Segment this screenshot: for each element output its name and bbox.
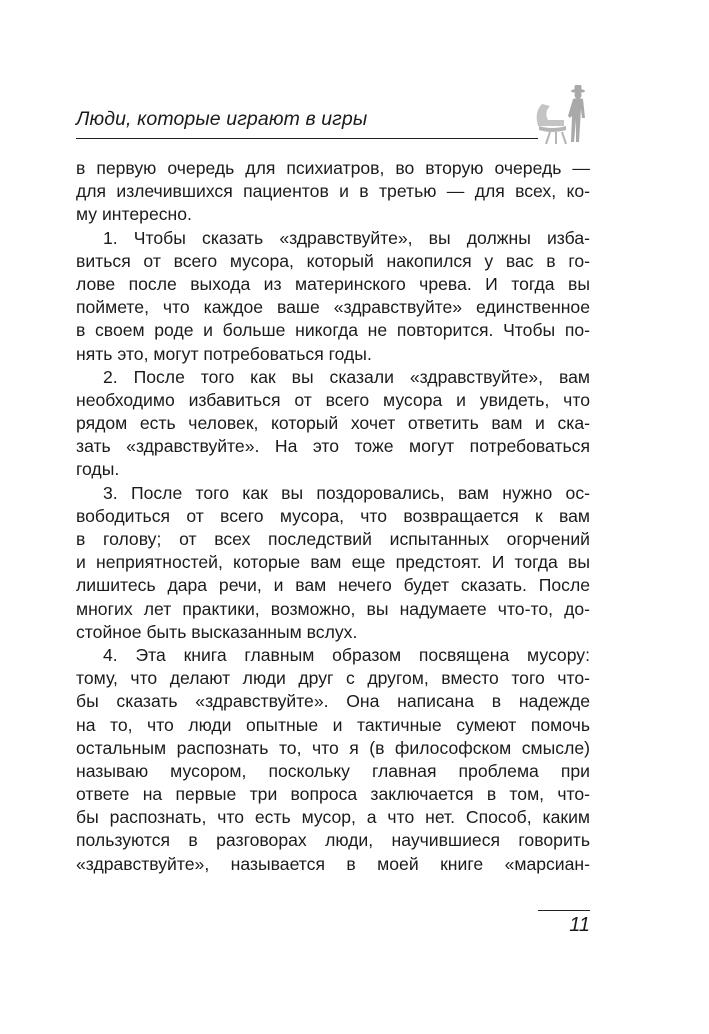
figure-with-chair-icon xyxy=(530,82,594,146)
body-text xyxy=(76,157,590,876)
text-line: 4. Эта книга главным образом посвящена мусору: xyxy=(103,644,590,665)
running-header-title: Люди, которые играют в игры xyxy=(76,108,368,130)
text-line: бы сказать «здравствуйте». Она написана в надежде xyxy=(76,691,590,712)
text-line: называю мусором, поскольку главная проблема при xyxy=(76,760,590,781)
text-line: бы распознать, что есть мусор, а что нет. Способ, каким xyxy=(76,807,590,828)
page-number: 11 xyxy=(569,914,590,936)
text-line: 3. После того как вы поздоровались, вам нужно ос- xyxy=(103,482,590,503)
footer-rule xyxy=(538,910,590,911)
text-line: в первую очередь для психиатров, во вторую очередь — xyxy=(76,158,590,178)
text-line: тому, что делают люди друг с другом, вместо того что- xyxy=(76,668,590,689)
text-line: виться от всего мусора, который накопился у вас в го- xyxy=(76,250,590,271)
text-line: 2. После того как вы сказали «здравствуйте», вам xyxy=(103,366,590,387)
text-line: пользуются в разговорах люди, научившиеся говорить xyxy=(76,830,590,851)
text-line: рядом есть человек, который хочет ответить вам и ска- xyxy=(76,413,590,434)
text-line: ответе на первые три вопроса заключается в том, что- xyxy=(76,784,590,805)
text-line: для излечившихся пациентов и в третью — для всех, ко- xyxy=(76,181,590,202)
text-line: годы. xyxy=(76,459,120,480)
text-line: нять это, могут потребоваться годы. xyxy=(76,343,372,364)
text-line: многих лет практики, возможно, вы надумаете что-то, до- xyxy=(76,598,590,619)
text-line: лове после выхода из материнского чрева. И тогда вы xyxy=(76,273,590,294)
text-line: на то, что люди опытные и тактичные сумеют помочь xyxy=(76,714,590,735)
text-line: в своем роде и больше никогда не повторится. Чтобы по- xyxy=(76,320,590,341)
header-rule xyxy=(76,138,538,139)
text-line: «здравствуйте», называется в моей книге «марсиан- xyxy=(76,853,590,874)
text-line: лишитесь дара речи, и вам нечего будет сказать. После xyxy=(76,575,590,596)
text-line: в голову; от всех последствий испытанных огорчений xyxy=(76,529,590,549)
text-line: и неприятностей, которые вам еще предстоят. И тогда вы xyxy=(76,552,590,573)
text-line: вободиться от всего мусора, что возвращается к вам xyxy=(76,505,590,526)
text-line: зать «здравствуйте». На это тоже могут потребоваться xyxy=(76,436,590,457)
text-line: остальным распознать то, что я (в философском смысле) xyxy=(76,737,590,758)
text-line: 1. Чтобы сказать «здравствуйте», вы должны изба- xyxy=(103,227,590,248)
text-line: стойное быть высказанным вслух. xyxy=(76,621,358,642)
text-line: необходимо избавиться от всего мусора и увидеть, что xyxy=(76,389,590,410)
text-line: му интересно. xyxy=(76,204,192,225)
text-line: поймете, что каждое ваше «здравствуйте» единственное xyxy=(76,297,590,318)
